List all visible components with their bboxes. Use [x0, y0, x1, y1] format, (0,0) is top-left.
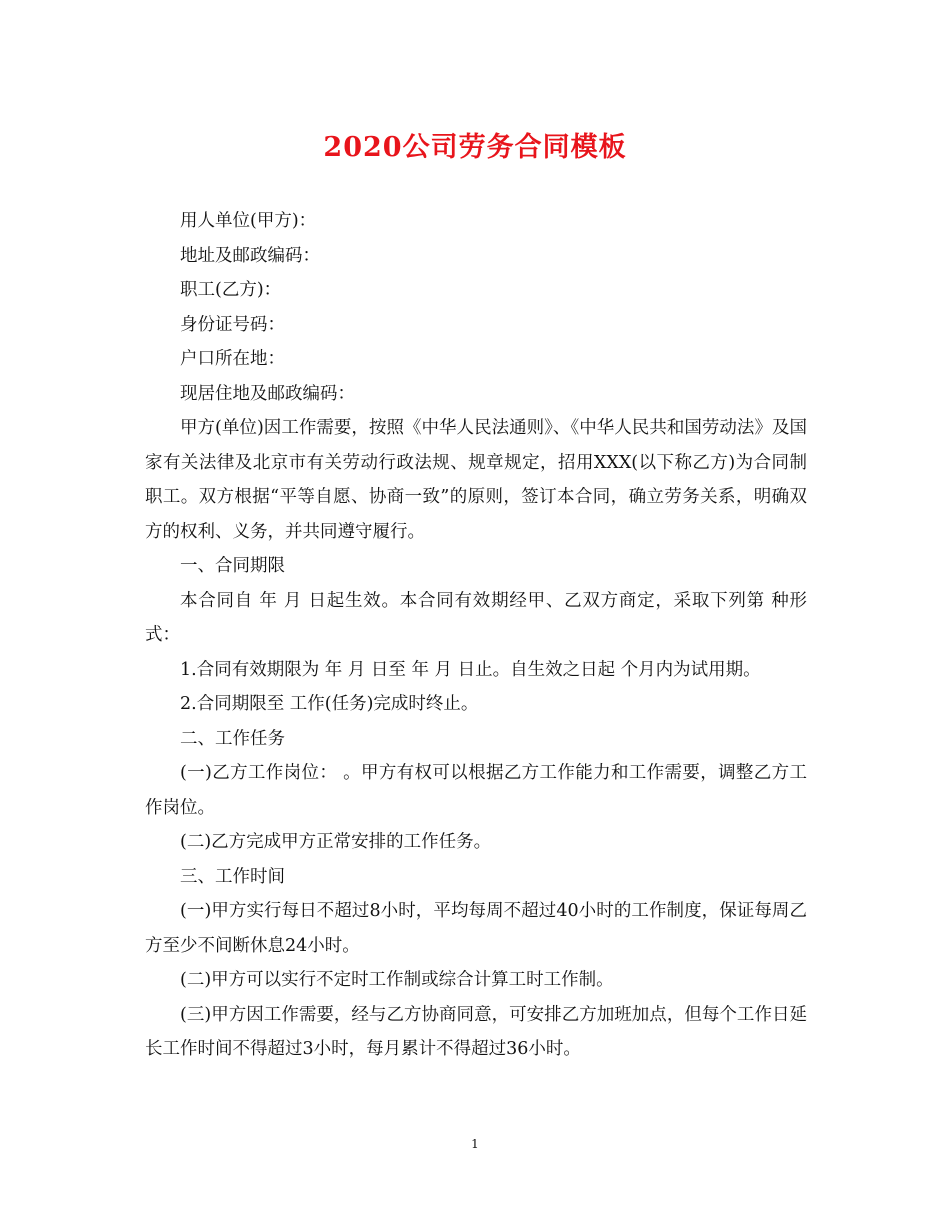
- tasks-item-1: (一)乙方工作岗位： 。甲方有权可以根据乙方工作能力和工作需要，调整乙方工作岗位。: [145, 763, 807, 818]
- section-heading-hours: 三、工作时间: [180, 866, 285, 887]
- document-title: 2020公司劳务合同模板: [323, 132, 627, 163]
- term-option-2: 2.合同期限至 工作(任务)完成时终止。: [180, 694, 479, 714]
- hours-item-2: (二)甲方可以实行不定时工作制或综合计算工时工作制。: [180, 970, 614, 990]
- tasks-item-2: (二)乙方完成甲方正常安排的工作任务。: [180, 832, 492, 852]
- field-employee: 职工(乙方)：: [180, 280, 282, 300]
- intro-paragraph: 甲方(单位)因工作需要，按照《中华人民法通则》、《中华人民共和国劳动法》及国家有关法律及北京市有关劳动行政法规、规章规定，招用XXX(以下称乙方)为合同制职工。双方根据“平等自愿、协商一致”的原则，签订本合同，确立劳务关系，明确双方的权利、义务，并共同遵守履行。: [145, 418, 807, 542]
- document-body: [145, 204, 807, 1067]
- field-employer: 用人单位(甲方)：: [180, 211, 317, 231]
- field-id-number: 身份证号码：: [180, 314, 285, 335]
- field-residence: 现居住地及邮政编码：: [180, 383, 355, 404]
- term-option-1: 1.合同有效期限为 年 月 日至 年 月 日止。自生效之日起 个月内为试用期。: [180, 659, 761, 680]
- hours-item-1: (一)甲方实行每日不超过8小时，平均每周不超过40小时的工作制度，保证每周乙方至少不间断休息24小时。: [145, 901, 807, 956]
- term-paragraph: 本合同自 年 月 日起生效。本合同有效期经甲、乙双方商定，采取下列第 种形式：: [145, 590, 807, 645]
- field-household: 户口所在地：: [180, 349, 285, 369]
- section-heading-tasks: 二、工作任务: [180, 728, 285, 749]
- field-address: 地址及邮政编码：: [180, 245, 320, 266]
- hours-item-3: (三)甲方因工作需要，经与乙方协商同意，可安排乙方加班加点，但每个工作日延长工作时间不得超过3小时，每月累计不得超过36小时。: [145, 1004, 807, 1059]
- section-heading-term: 一、合同期限: [180, 556, 285, 576]
- page-number: 1: [471, 1137, 479, 1151]
